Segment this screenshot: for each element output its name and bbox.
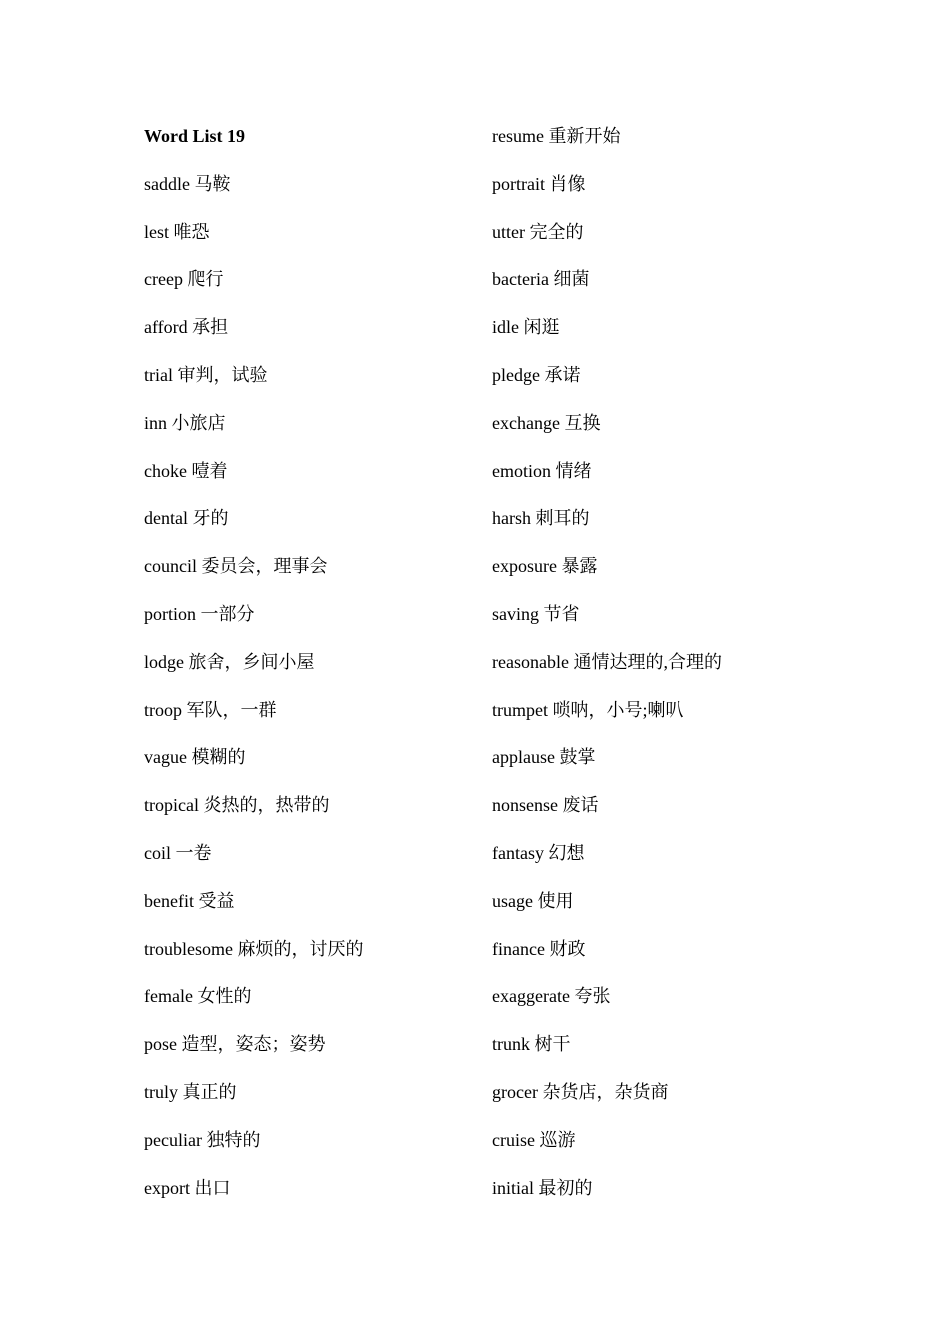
word-entry: emotion 情绪: [492, 460, 592, 481]
word-entry: benefit 受益: [144, 890, 235, 911]
word-entry: council 委员会，理事会: [144, 556, 328, 577]
word-entry: fantasy 幻想: [492, 842, 585, 863]
word-entry: trial 审判，试验: [144, 364, 268, 385]
word-entry: initial 最初的: [492, 1177, 593, 1198]
word-entry: export 出口: [144, 1177, 231, 1198]
word-entry: lest 唯恐: [144, 221, 210, 242]
word-entry: applause 鼓掌: [492, 747, 596, 768]
word-entry: portrait 肖像: [492, 173, 586, 194]
word-entry: truly 真正的: [144, 1081, 237, 1102]
left-word-column: [144, 122, 484, 1221]
word-entry: pledge 承诺: [492, 364, 581, 385]
word-entry: lodge 旅舍，乡间小屋: [144, 651, 315, 672]
word-entry: coil 一卷: [144, 842, 212, 863]
word-entry: saddle 马鞍: [144, 173, 231, 194]
word-entry: harsh 刺耳的: [492, 508, 590, 529]
word-entry: troop 军队，一群: [144, 699, 277, 720]
word-entry: troublesome 麻烦的，讨厌的: [144, 938, 364, 959]
word-entry: trunk 树干: [492, 1034, 571, 1055]
word-entry: exposure 暴露: [492, 556, 598, 577]
word-entry: female 女性的: [144, 986, 252, 1007]
word-entry: grocer 杂货店，杂货商: [492, 1081, 669, 1102]
word-entry: cruise 巡游: [492, 1129, 576, 1150]
word-entry: dental 牙的: [144, 508, 229, 529]
word-entry: tropical 炎热的，热带的: [144, 795, 330, 816]
word-entry: utter 完全的: [492, 221, 584, 242]
word-entry: creep 爬行: [144, 269, 224, 290]
word-entry: peculiar 独特的: [144, 1129, 261, 1150]
right-word-column: [492, 122, 832, 1221]
word-entry: pose 造型，姿态；姿势: [144, 1034, 326, 1055]
word-entry: vague 模糊的: [144, 747, 246, 768]
word-entry: choke 噎着: [144, 460, 228, 481]
word-entry: exaggerate 夸张: [492, 986, 611, 1007]
word-entry: finance 财政: [492, 938, 586, 959]
word-entry: resume 重新开始: [492, 126, 621, 146]
word-entry: exchange 互换: [492, 412, 601, 433]
word-entry: portion 一部分: [144, 603, 255, 624]
word-entry: bacteria 细菌: [492, 269, 590, 290]
word-entry: trumpet 唢呐，小号;喇叭: [492, 699, 684, 720]
word-entry: reasonable 通情达理的,合理的: [492, 651, 722, 672]
word-entry: inn 小旅店: [144, 412, 226, 433]
word-entry: saving 节省: [492, 603, 580, 624]
word-entry: afford 承担: [144, 317, 229, 338]
word-entry: nonsense 废话: [492, 795, 599, 816]
word-entry: idle 闲逛: [492, 317, 560, 338]
word-entry: usage 使用: [492, 890, 574, 911]
word-list-title: Word List 19: [144, 126, 246, 146]
